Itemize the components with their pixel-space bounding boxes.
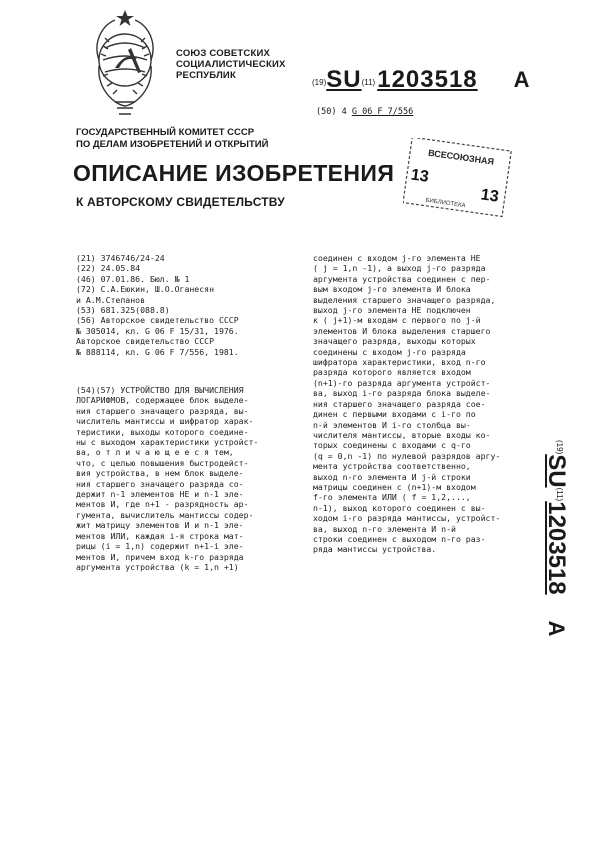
abstract-line: ва, о т л и ч а ю щ е е с я тем,	[76, 447, 234, 458]
union-line: СОЮЗ СОВЕТСКИХ	[176, 48, 271, 59]
claim-line: ( j = 1,n -1), а выход j-го разряда	[313, 263, 486, 274]
claim-line: ния старшего значащего разряда сое-	[313, 398, 486, 409]
claim-line: ходом i-го разряда мантиссы, устройст-	[313, 513, 501, 524]
abstract-line: ментов ИЛИ, каждая i-я строка мат-	[76, 530, 244, 541]
vertical-code-19: (19)	[555, 440, 564, 455]
abstract-line: держит n-1 элементов НЕ и n-1 эле-	[76, 489, 244, 500]
claim-line: n-й элементов И i-го столбца вы-	[313, 419, 471, 430]
biblio-line: и А.М.Степанов	[76, 294, 146, 305]
union-line: РЕСПУБЛИК	[176, 70, 236, 81]
abstract-text	[76, 385, 308, 572]
abstract-line: ны с выходом характеристики устройст-	[76, 437, 259, 448]
claim-line: (q = 0,n -1) по нулевой разрядов аргу-	[313, 450, 501, 461]
claim-line: f-го элемента ИЛИ ( f = 1,2,...,	[313, 492, 471, 503]
claim-line: к ( j+1)-м входам с первого по j-й	[313, 315, 481, 326]
claim-line: выделения старшего значащего разряда,	[313, 294, 496, 305]
claim-line: строки соединен с выходом n-го раз-	[313, 533, 486, 544]
claim-line: числителя мантиссы, вторые входы ко-	[313, 429, 491, 440]
claim-line: ряда мантиссы устройства.	[313, 544, 437, 555]
biblio-line: Авторское свидетельство СССР	[76, 336, 215, 347]
code-19: (19)	[312, 78, 327, 87]
claim-line: выход j-го элемента НЕ подключен	[313, 305, 471, 316]
document-title: ОПИСАНИЕ ИЗОБРЕТЕНИЯ	[73, 160, 395, 186]
biblio-line: (21) 3746746/24-24	[76, 253, 165, 263]
abstract-line: аргумента устройства (k = 1,n +1)	[76, 561, 239, 572]
abstract-line: что, с целью повышения быстродейст-	[76, 457, 249, 468]
document-subtitle: К АВТОРСКОМУ СВИДЕТЕЛЬСТВУ	[76, 195, 285, 209]
state-committee	[76, 127, 268, 150]
union-name	[176, 48, 286, 81]
claim-line: вым входом j-го элемента И блока	[313, 284, 471, 295]
library-stamp	[403, 138, 513, 218]
vertical-code-11: (11)	[555, 487, 564, 502]
ipc-classification	[316, 107, 413, 117]
claim-line: элементов И блока выделения старшего	[313, 325, 491, 336]
biblio-line: (72) С.А.Еюкин, Ш.О.Оганесян	[76, 284, 215, 295]
claim-line: матрицы соединен с (n+1)-м входом	[313, 481, 476, 492]
claim-line: торых соединены с входами с q-го	[313, 440, 471, 451]
patent-number-header	[312, 66, 530, 94]
biblio-line: (22) 24.05.84	[76, 263, 141, 274]
claim-line: шифратора характеристики, вход n-го	[313, 357, 486, 368]
claim-line: динен с первыми входами с i-го по	[313, 409, 476, 420]
biblio-line: (46) 07.01.86. Бюл. № 1	[76, 273, 190, 284]
vertical-country-code: SU	[543, 454, 570, 488]
vertical-patent-number-value: 1203518	[543, 501, 570, 595]
claim-line: ва, выход i-го разряда блока выделе-	[313, 388, 491, 399]
committee-line: ГОСУДАРСТВЕННЫЙ КОМИТЕТ СССР	[76, 127, 255, 138]
abstract-line: ментов И, причем вход k-го разряда	[76, 551, 244, 562]
stamp-right-number: 13	[479, 186, 500, 206]
claim-line: мента устройства соответственно,	[313, 461, 471, 472]
biblio-line: № 888114, кл. G 06 F 7/556, 1981.	[76, 346, 239, 357]
abstract-line: ЛОГАРИФМОВ, содержащее блок выделе-	[76, 395, 249, 406]
abstract-line: ния старшего значащего разряда со-	[76, 478, 244, 489]
biblio-line: № 305014, кл. G 06 F 15/31, 1976.	[76, 325, 239, 336]
committee-line: ПО ДЕЛАМ ИЗОБРЕТЕНИЙ И ОТКРЫТИЙ	[76, 138, 269, 150]
claim-line: соединены с входом j-го разряда	[313, 346, 466, 357]
claim-line: разряда которого является входом	[313, 367, 471, 378]
vertical-patent-number	[530, 440, 572, 690]
abstract-line: жит матрицу элементов И и n-1 эле-	[76, 520, 244, 531]
abstract-line: числитель мантиссы и шифратор харак-	[76, 416, 254, 427]
abstract-line: рицы (i = 1,n) содержит n+1-i эле-	[76, 541, 244, 552]
vertical-document-kind: A	[544, 620, 569, 637]
ipc-value: G 06 F 7/556	[351, 107, 414, 117]
claim-line: ва, выход n-го элемента И n-й	[313, 523, 456, 534]
patent-number: 1203518	[377, 66, 478, 93]
claim-line: соединен с входом j-го элемента НЕ	[313, 253, 481, 263]
claim-line: n-1), выход которого соединен с вы-	[313, 502, 486, 513]
biblio-line: (53) 681.325(088.8)	[76, 305, 170, 316]
bibliographic-data	[76, 253, 306, 357]
document-kind: A	[513, 67, 530, 92]
abstract-line: гумента, вычислитель мантиссы содер-	[76, 509, 254, 520]
stamp-left-number: 13	[409, 166, 430, 186]
code-11: (11)	[361, 78, 376, 87]
stamp-line3: БИБЛИОТЕКА	[425, 197, 466, 210]
ipc-code: (50) 4	[316, 107, 347, 117]
abstract-line: (54)(57) УСТРОЙСТВО ДЛЯ ВЫЧИСЛЕНИЯ	[76, 385, 244, 395]
union-line: СОЦИАЛИСТИЧЕСКИХ	[176, 59, 286, 70]
claim-line: (n+1)-го разряда аргумента устройст-	[313, 377, 491, 388]
abstract-line: ментов И, где n+1 - разрядность ар-	[76, 499, 249, 510]
claims-continuation	[313, 253, 528, 555]
ussr-emblem-icon	[75, 8, 175, 118]
claim-line: значащего разряда, выходы которых	[313, 336, 476, 347]
claim-line: аргумента устройства соединен с пер-	[313, 273, 491, 284]
biblio-line: (56) Авторское свидетельство СССР	[76, 315, 239, 326]
abstract-line: вия устройства, в нем блок выделе-	[76, 468, 244, 479]
abstract-line: ния старшего значащего разряда, вы-	[76, 405, 249, 416]
abstract-line: теристики, выходы которого соедине-	[76, 426, 249, 437]
claim-line: выход n-го элемента И j-й строки	[313, 471, 471, 482]
country-code: SU	[326, 66, 362, 93]
stamp-line1: ВСЕСОЮЗНАЯ	[427, 147, 495, 167]
